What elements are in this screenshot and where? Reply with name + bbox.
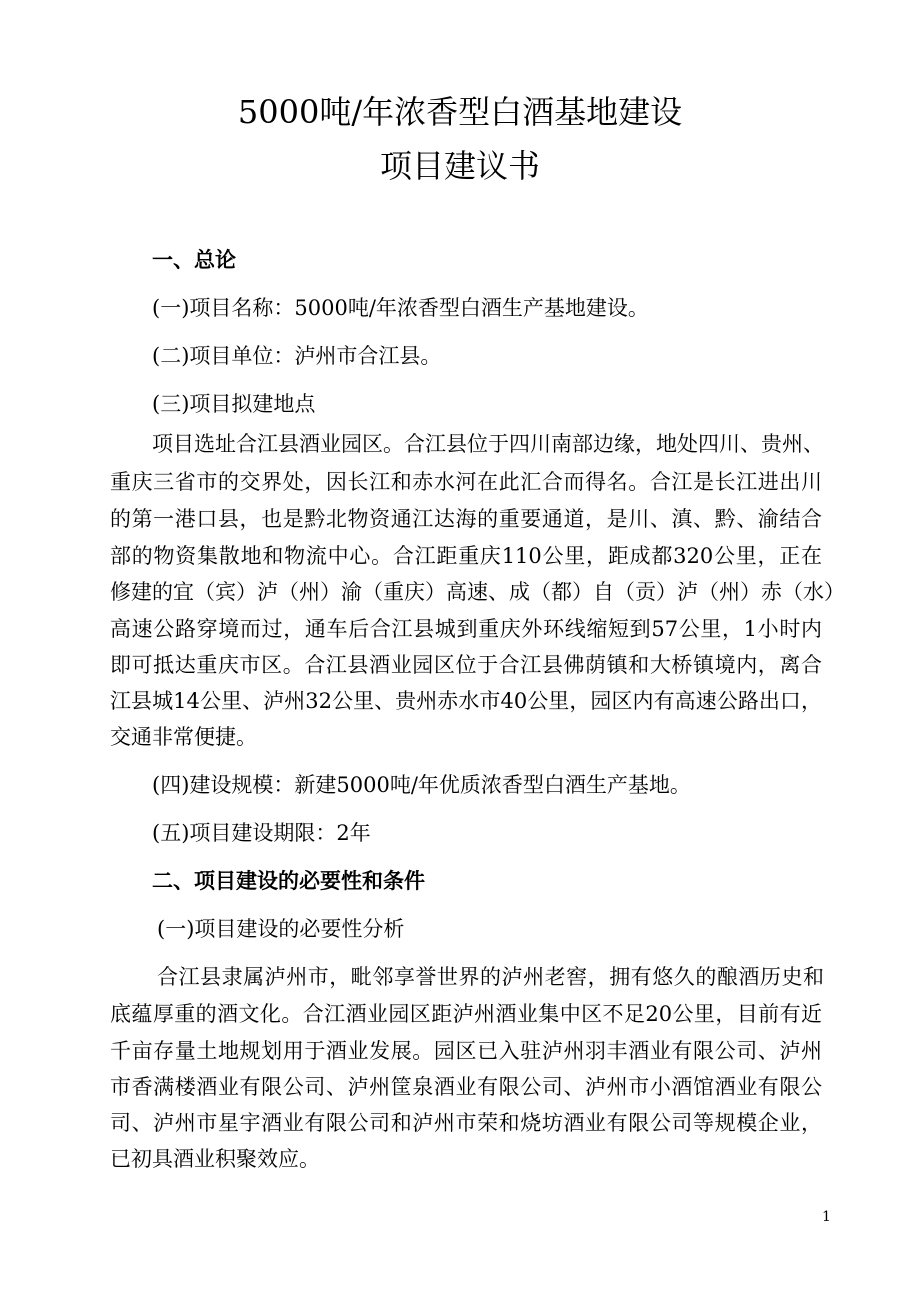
- project-unit-item: (二)项目单位：泸州市合江县。: [152, 344, 442, 368]
- necessity-paragraph-line: 底蕴厚重的酒文化。合江酒业园区距泸州酒业集中区不足20公里，目前有近: [110, 1002, 822, 1026]
- construction-scale-item: (四)建设规模：新建5000吨/年优质浓香型白酒生产基地。: [152, 773, 691, 797]
- necessity-paragraph-line: 已初具酒业积聚效应。: [110, 1147, 320, 1171]
- necessity-paragraph-line: 司、泸州市星宇酒业有限公司和泸州市荣和烧坊酒业有限公司等规模企业，: [110, 1111, 822, 1135]
- location-paragraph-line: 即可抵达重庆市区。合江县酒业园区位于合江县佛荫镇和大桥镇境内，离合: [110, 653, 822, 677]
- project-location-item: (三)项目拟建地点: [152, 392, 316, 416]
- location-paragraph-line: 项目选址合江县酒业园区。合江县位于四川南部边缘，地处四川、贵州、: [152, 432, 824, 456]
- location-paragraph-line: 修建的宜（宾）泸（州）渝（重庆）高速、成（都）自（贡）泸（州）赤（水）: [110, 580, 845, 604]
- location-paragraph-line: 江县城14公里、泸州32公里、贵州赤水市40公里，园区内有高速公路出口，: [110, 689, 822, 713]
- location-paragraph-line: 重庆三省市的交界处，因长江和赤水河在此汇合而得名。合江是长江进出川: [110, 470, 822, 494]
- document-title-line-2: 项目建议书: [379, 147, 540, 185]
- location-paragraph-line: 高速公路穿境而过，通车后合江县城到重庆外环线缩短到57公里，1小时内: [110, 617, 822, 641]
- section-1-heading: 一、总论: [152, 247, 236, 272]
- project-name-item: (一)项目名称：5000吨/年浓香型白酒生产基地建设。: [152, 296, 649, 320]
- necessity-paragraph-line: 市香满楼酒业有限公司、泸州筐泉酒业有限公司、泸州市小酒馆酒业有限公: [110, 1075, 822, 1099]
- construction-period-item: (五)项目建设期限：2年: [152, 821, 371, 845]
- necessity-analysis-item: (一)项目建设的必要性分析: [157, 917, 405, 941]
- document-title-line-1: 5000吨/年浓香型白酒基地建设: [237, 93, 683, 131]
- location-paragraph-line: 的第一港口县，也是黔北物资通江达海的重要通道，是川、滇、黔、渝结合: [110, 507, 822, 531]
- necessity-paragraph-line: 合江县隶属泸州市，毗邻享誉世界的泸州老窖，拥有悠久的酿酒历史和: [157, 965, 824, 989]
- page-number: 1: [822, 1209, 831, 1225]
- location-paragraph-line: 部的物资集散地和物流中心。合江距重庆110公里，距成都320公里，正在: [110, 544, 822, 568]
- location-paragraph-line: 交通非常便捷。: [110, 725, 257, 749]
- section-2-heading: 二、项目建设的必要性和条件: [152, 868, 425, 893]
- necessity-paragraph-line: 千亩存量土地规划用于酒业发展。园区已入驻泸州羽丰酒业有限公司、泸州: [110, 1039, 822, 1063]
